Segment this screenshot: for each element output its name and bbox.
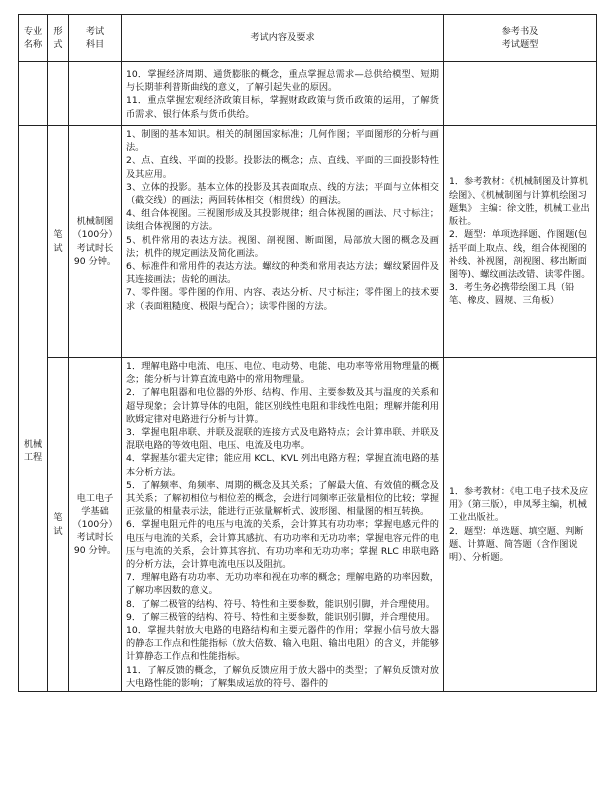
econ-content-cell: [122, 62, 444, 126]
drawing-form: 笔 试: [48, 126, 69, 358]
list-item: 11．了解反馈的概念，了解负反馈应用于放大器中的类型；了解负反馈对放大电路性能的影响；了解集成运放的符号、器件的: [126, 664, 439, 689]
list-item: 3、立体的投影。基本立体的投影及其表面取点、线的方法；平面与立体相交（截交线）的画法；两回转体相交（相贯线）的画法。: [126, 181, 439, 207]
list-item: 7．理解电路有功功率、无功功率和视在功率的概念；理解电路的功率因数，了解功率因数的意义。: [126, 572, 439, 597]
electrical-subject: 电工电子 学基础 （100分） 考试时长 90 分钟。: [69, 358, 122, 692]
header-subject: 考试 科目: [69, 15, 122, 62]
list-item: 6．掌握电阻元件的电压与电流的关系，会计算其有功功率；掌握电感元件的电压与电流的关系，会计算其感抗、有功功率和无功功率；掌握电容元件的电压与电流的关系，会计算其容抗、有功功率和无功功率；掌握 RLC 串联电路的分析方法，会计算电流电压以及阻抗。: [126, 519, 439, 571]
list-item: 9．了解三极管的结构、符号、特性和主要参数，能识别引脚，并合理使用。: [126, 611, 436, 623]
list-item: 10．掌握共射放大电路的电路结构和主要元器件的作用；掌握小信号放大器的静态工作点和性能指标（放大倍数、输入电阻、输出电阻）的含义，并能够计算静态工作点和性能指标。: [126, 625, 439, 663]
list-item: 4．掌握基尔霍夫定律；能应用 KCL、KVL 列出电路方程；掌握直流电路的基本分析方法。: [126, 453, 439, 478]
list-item: 7、零件图。零件图的作用、内容、表达分析、尺寸标注；零件图上的技术要求（表面粗糙度、极限与配合）；读零件图的方法。: [126, 287, 439, 312]
list-item: 1、制图的基本知识。相关的制图国家标准；几何作图；平面图形的分析与画法。: [126, 129, 439, 154]
list-item: 5、机件常用的表达方法。视图、剖视图、断面图，局部放大图的概念及画法；机件的规定画法及简化画法。: [126, 234, 439, 259]
econ-continued-row: [19, 62, 597, 126]
list-item: 11．重点掌握宏观经济政策目标，掌握财政政策与货币政策的运用，了解货币需求、银行体系与货币供给。: [126, 95, 439, 120]
list-item: 10．掌握经济周期、通货膨胀的概念，重点掌握总需求—总供给模型、短期与长期菲利普斯曲线的意义，了解引起失业的原因。: [126, 69, 439, 94]
electrical-row: [19, 358, 597, 692]
electrical-form: 笔 试: [48, 358, 69, 692]
econ-ref-cell: [444, 62, 597, 126]
ref-item: 1．参考教材：《电工电子技术及应用》（第三版），申凤琴主编，机械工业出版社。: [449, 485, 589, 524]
ref-item: 3．考生务必携带绘图工具（铅笔、橡皮、圆规、三角板）: [449, 282, 575, 307]
ref-item: 1．参考教材：《机械制图及计算机绘图》、《机械制图与计算机绘图习题集》 主编：徐文胜，机械工业出版社。: [449, 176, 590, 228]
header-reference: 参考书及 考试题型: [444, 15, 597, 62]
list-item: 3．掌握电阻串联、并联及混联的连接方式及电路特点；会计算串联、并联及混联电路的等效电阻、电压、电流及电功率。: [126, 427, 439, 452]
header-form: 形 式: [48, 15, 69, 62]
list-item: 5．了解频率、角频率、周期的概念及其关系；了解最大值、有效值的概念及其关系；了解初相位与相位差的概念，会进行同频率正弦量相位的比较；掌握正弦量的相量表示法，能进行正弦量解析式、波形图、相量图的相互转换。: [126, 479, 439, 518]
header-row: [19, 15, 597, 62]
econ-form-cell: [48, 62, 69, 126]
econ-subject-cell: [69, 62, 122, 126]
electrical-content-cell: [122, 358, 444, 692]
drawing-ref-cell: [444, 126, 597, 358]
electrical-ref-cell: [444, 358, 597, 692]
drawing-content-cell: [122, 126, 444, 358]
list-item: 2、点、直线、平面的投影。投影法的概念；点、直线、平面的三面投影特性及其应用。: [126, 155, 439, 180]
drawing-major-cell: [19, 126, 48, 358]
list-item: 8．了解二极管的结构、符号、特性和主要参数，能识别引脚，并合理使用。: [126, 598, 436, 610]
econ-major-cell: [19, 62, 48, 126]
list-item: 1．理解电路中电流、电压、电位、电动势、电能、电功率等常用物理量的概念；能分析与计算直流电路中的常用物理量。: [126, 361, 439, 386]
list-item: 4、组合体视图。三视图形成及其投影规律；组合体视图的画法、尺寸标注；读组合体视图的方法。: [126, 208, 439, 233]
list-item: 6、标准件和常用件的表达方法。螺纹的种类和常用表达方法；螺纹紧固件及其连接画法；齿轮的画法。: [126, 261, 439, 286]
ref-item: 2．题型：单选题、填空题、判断题、计算题、简答题（含作图说明）、分析题。: [449, 525, 584, 563]
header-major: 专业 名称: [19, 15, 48, 62]
ref-item: 2．题型：单项选择题、作图题(包括平面上取点、线，组合体视图的补线、补视图，剖视图、移出断面图等)、螺纹画法改错、读零件图。: [449, 229, 591, 280]
major-name: 机械 工程: [19, 358, 48, 692]
header-content: 考试内容及要求: [122, 15, 444, 62]
syllabus-table: [18, 14, 597, 692]
drawing-subject: 机械制图 （100分） 考试时长 90 分钟。: [69, 126, 122, 358]
list-item: 2．了解电阻器和电位器的外形、结构、作用、主要参数及其与温度的关系和超导现象；会计算导体的电阻，能区别线性电阻和非线性电阻；理解并能利用欧姆定律对电路进行分析与计算。: [126, 387, 439, 425]
drawing-row: [19, 126, 597, 358]
